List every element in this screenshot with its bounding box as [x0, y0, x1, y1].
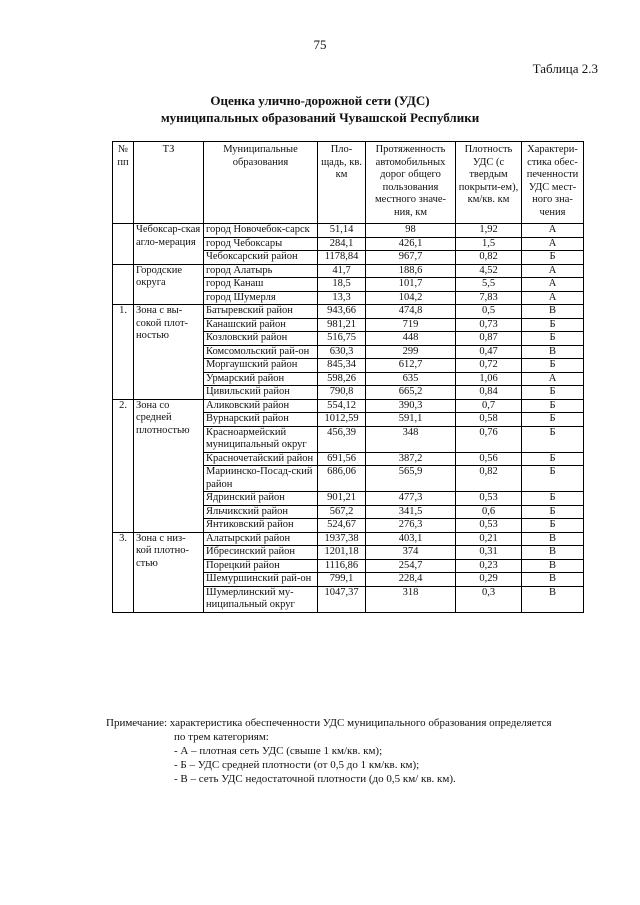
area-cell: 598,26 — [318, 372, 366, 386]
density-cell: 5,5 — [456, 278, 522, 292]
municipality-cell: Вурнарский район — [204, 413, 318, 427]
area-cell: 1178,84 — [318, 251, 366, 265]
density-cell: 0,31 — [456, 546, 522, 560]
characteristic-cell: Б — [522, 332, 584, 346]
length-cell: 665,2 — [366, 386, 456, 400]
note-text-line-2: по трем категориям: — [174, 731, 269, 743]
municipality-cell: Ибресинский район — [204, 546, 318, 560]
density-cell: 0,5 — [456, 305, 522, 319]
area-cell: 284,1 — [318, 237, 366, 251]
area-cell: 1116,86 — [318, 559, 366, 573]
length-cell: 348 — [366, 426, 456, 452]
length-cell: 104,2 — [366, 291, 456, 305]
group-zone: Зона со средней плотностью — [134, 399, 204, 532]
header-density: Плотность УДС (с твердым покрыти-ем), км/кв. км — [456, 142, 522, 224]
length-cell: 341,5 — [366, 505, 456, 519]
area-cell: 1047,37 — [318, 586, 366, 612]
area-cell: 1012,59 — [318, 413, 366, 427]
density-cell: 0,23 — [456, 559, 522, 573]
length-cell: 448 — [366, 332, 456, 346]
header-municipality: Муниципальные образования — [204, 142, 318, 224]
density-cell: 0,3 — [456, 586, 522, 612]
density-cell: 0,6 — [456, 505, 522, 519]
table-row — [113, 532, 584, 546]
length-cell: 591,1 — [366, 413, 456, 427]
characteristic-cell: А — [522, 372, 584, 386]
characteristic-cell: Б — [522, 386, 584, 400]
header-no: № пп — [113, 142, 134, 224]
characteristic-cell: В — [522, 586, 584, 612]
municipality-cell: Ядринский район — [204, 492, 318, 506]
characteristic-cell: В — [522, 573, 584, 587]
municipality-cell: Шемуршинский рай-он — [204, 573, 318, 587]
characteristic-cell: В — [522, 305, 584, 319]
density-cell: 0,58 — [456, 413, 522, 427]
municipality-cell: Моргаушский район — [204, 359, 318, 373]
area-cell: 1937,38 — [318, 532, 366, 546]
characteristic-cell: Б — [522, 519, 584, 533]
note-item-c: - В – сеть УДС недостаточной плотности (до 0,5 км/ кв. км). — [174, 773, 456, 785]
length-cell: 101,7 — [366, 278, 456, 292]
density-cell: 0,47 — [456, 345, 522, 359]
characteristic-cell: Б — [522, 426, 584, 452]
characteristic-cell: В — [522, 546, 584, 560]
length-cell: 474,8 — [366, 305, 456, 319]
municipality-cell: Красноармейский муниципальный округ — [204, 426, 318, 452]
length-cell: 188,6 — [366, 264, 456, 278]
density-cell: 1,5 — [456, 237, 522, 251]
municipality-cell: Мариинско-Посад-ский район — [204, 466, 318, 492]
municipality-cell: Янтиковский район — [204, 519, 318, 533]
area-cell: 13,3 — [318, 291, 366, 305]
municipality-cell: город Новочебок-сарск — [204, 224, 318, 238]
characteristic-cell: Б — [522, 399, 584, 413]
group-index: 3. — [113, 532, 134, 612]
characteristic-cell: В — [522, 559, 584, 573]
length-cell: 719 — [366, 318, 456, 332]
group-zone: Зона с низ-кой плотно-стью — [134, 532, 204, 612]
municipality-cell: Чебоксарский район — [204, 251, 318, 265]
characteristic-cell: А — [522, 264, 584, 278]
area-cell: 567,2 — [318, 505, 366, 519]
municipality-cell: Канашский район — [204, 318, 318, 332]
area-cell: 51,14 — [318, 224, 366, 238]
municipality-cell: Порецкий район — [204, 559, 318, 573]
density-cell: 1,06 — [456, 372, 522, 386]
length-cell: 635 — [366, 372, 456, 386]
density-cell: 0,84 — [456, 386, 522, 400]
municipality-cell: Комсомольский рай-он — [204, 345, 318, 359]
length-cell: 390,3 — [366, 399, 456, 413]
table-row — [113, 224, 584, 238]
municipality-cell: Цивильский район — [204, 386, 318, 400]
area-cell: 524,67 — [318, 519, 366, 533]
density-cell: 0,82 — [456, 466, 522, 492]
note-text-line-1: характеристика обеспеченности УДС муниципального образования определяется — [169, 717, 552, 729]
characteristic-cell: Б — [522, 413, 584, 427]
area-cell: 790,8 — [318, 386, 366, 400]
table-body — [113, 224, 584, 613]
group-zone: Чебоксар-ская агло-мерация — [134, 224, 204, 265]
area-cell: 456,39 — [318, 426, 366, 452]
characteristic-cell: А — [522, 224, 584, 238]
characteristic-cell: Б — [522, 505, 584, 519]
table-title — [0, 92, 640, 126]
length-cell: 612,7 — [366, 359, 456, 373]
length-cell: 276,3 — [366, 519, 456, 533]
group-index — [113, 224, 134, 265]
length-cell: 426,1 — [366, 237, 456, 251]
area-cell: 901,21 — [318, 492, 366, 506]
characteristic-cell: А — [522, 291, 584, 305]
municipality-cell: Шумерлинский му-ниципальный округ — [204, 586, 318, 612]
characteristic-cell: Б — [522, 452, 584, 466]
characteristic-cell: В — [522, 532, 584, 546]
area-cell: 845,34 — [318, 359, 366, 373]
table-row — [113, 264, 584, 278]
density-cell: 0,73 — [456, 318, 522, 332]
note-item-a: - А – плотная сеть УДС (свыше 1 км/кв. км); — [174, 745, 383, 757]
characteristic-cell: В — [522, 345, 584, 359]
characteristic-cell: А — [522, 278, 584, 292]
area-cell: 516,75 — [318, 332, 366, 346]
density-cell: 0,76 — [456, 426, 522, 452]
characteristic-cell: Б — [522, 359, 584, 373]
density-cell: 0,82 — [456, 251, 522, 265]
characteristic-cell: Б — [522, 492, 584, 506]
municipality-cell: Аликовский район — [204, 399, 318, 413]
title-line-1: Оценка улично-дорожной сети (УДС) — [210, 93, 430, 108]
length-cell: 565,9 — [366, 466, 456, 492]
density-cell: 0,21 — [456, 532, 522, 546]
density-cell: 0,56 — [456, 452, 522, 466]
length-cell: 98 — [366, 224, 456, 238]
characteristic-cell: А — [522, 237, 584, 251]
header-characteristic: Характери-стика обес-печенности УДС мест-ного зна-чения — [522, 142, 584, 224]
page-number: 75 — [313, 37, 327, 52]
group-zone: Городские округа — [134, 264, 204, 305]
length-cell: 374 — [366, 546, 456, 560]
municipality-cell: город Чебоксары — [204, 237, 318, 251]
footnote — [106, 716, 606, 786]
characteristic-cell: Б — [522, 318, 584, 332]
area-cell: 799,1 — [318, 573, 366, 587]
header-area: Пло-щадь, кв. км — [318, 142, 366, 224]
density-cell: 0,29 — [456, 573, 522, 587]
note-label: Примечание: — [106, 717, 168, 729]
length-cell: 967,7 — [366, 251, 456, 265]
characteristic-cell: Б — [522, 466, 584, 492]
density-cell: 0,87 — [456, 332, 522, 346]
length-cell: 254,7 — [366, 559, 456, 573]
length-cell: 228,4 — [366, 573, 456, 587]
municipality-cell: Батыревский район — [204, 305, 318, 319]
area-cell: 41,7 — [318, 264, 366, 278]
municipality-cell: город Канаш — [204, 278, 318, 292]
title-line-2: муниципальных образований Чувашской Республики — [160, 110, 480, 125]
area-cell: 981,21 — [318, 318, 366, 332]
density-cell: 0,7 — [456, 399, 522, 413]
area-cell: 18,5 — [318, 278, 366, 292]
length-cell: 477,3 — [366, 492, 456, 506]
municipality-cell: Яльчикский район — [204, 505, 318, 519]
density-cell: 7,83 — [456, 291, 522, 305]
municipality-cell: Урмарский район — [204, 372, 318, 386]
table-row — [113, 399, 584, 413]
group-zone: Зона с вы-сокой плот-ностью — [134, 305, 204, 400]
municipality-cell: Козловский район — [204, 332, 318, 346]
area-cell: 630,3 — [318, 345, 366, 359]
uds-table — [112, 141, 584, 613]
table-row — [113, 305, 584, 319]
area-cell: 943,66 — [318, 305, 366, 319]
header-length: Протяженность автомобильных дорог общего пользования местного значе-ния, км — [366, 142, 456, 224]
area-cell: 1201,18 — [318, 546, 366, 560]
density-cell: 4,52 — [456, 264, 522, 278]
length-cell: 299 — [366, 345, 456, 359]
characteristic-cell: Б — [522, 251, 584, 265]
length-cell: 387,2 — [366, 452, 456, 466]
municipality-cell: Красночетайский район — [204, 452, 318, 466]
header-tz: ТЗ — [134, 142, 204, 224]
header-row — [113, 142, 584, 224]
group-index — [113, 264, 134, 305]
area-cell: 691,56 — [318, 452, 366, 466]
length-cell: 318 — [366, 586, 456, 612]
density-cell: 0,72 — [456, 359, 522, 373]
length-cell: 403,1 — [366, 532, 456, 546]
group-index: 1. — [113, 305, 134, 400]
municipality-cell: Алатырский район — [204, 532, 318, 546]
note-item-b: - Б – УДС средней плотности (от 0,5 до 1 км/кв. км); — [174, 759, 420, 771]
area-cell: 686,06 — [318, 466, 366, 492]
municipality-cell: город Алатырь — [204, 264, 318, 278]
area-cell: 554,12 — [318, 399, 366, 413]
density-cell: 0,53 — [456, 519, 522, 533]
table-label: Таблица 2.3 — [532, 61, 598, 76]
density-cell: 0,53 — [456, 492, 522, 506]
density-cell: 1,92 — [456, 224, 522, 238]
group-index: 2. — [113, 399, 134, 532]
municipality-cell: город Шумерля — [204, 291, 318, 305]
